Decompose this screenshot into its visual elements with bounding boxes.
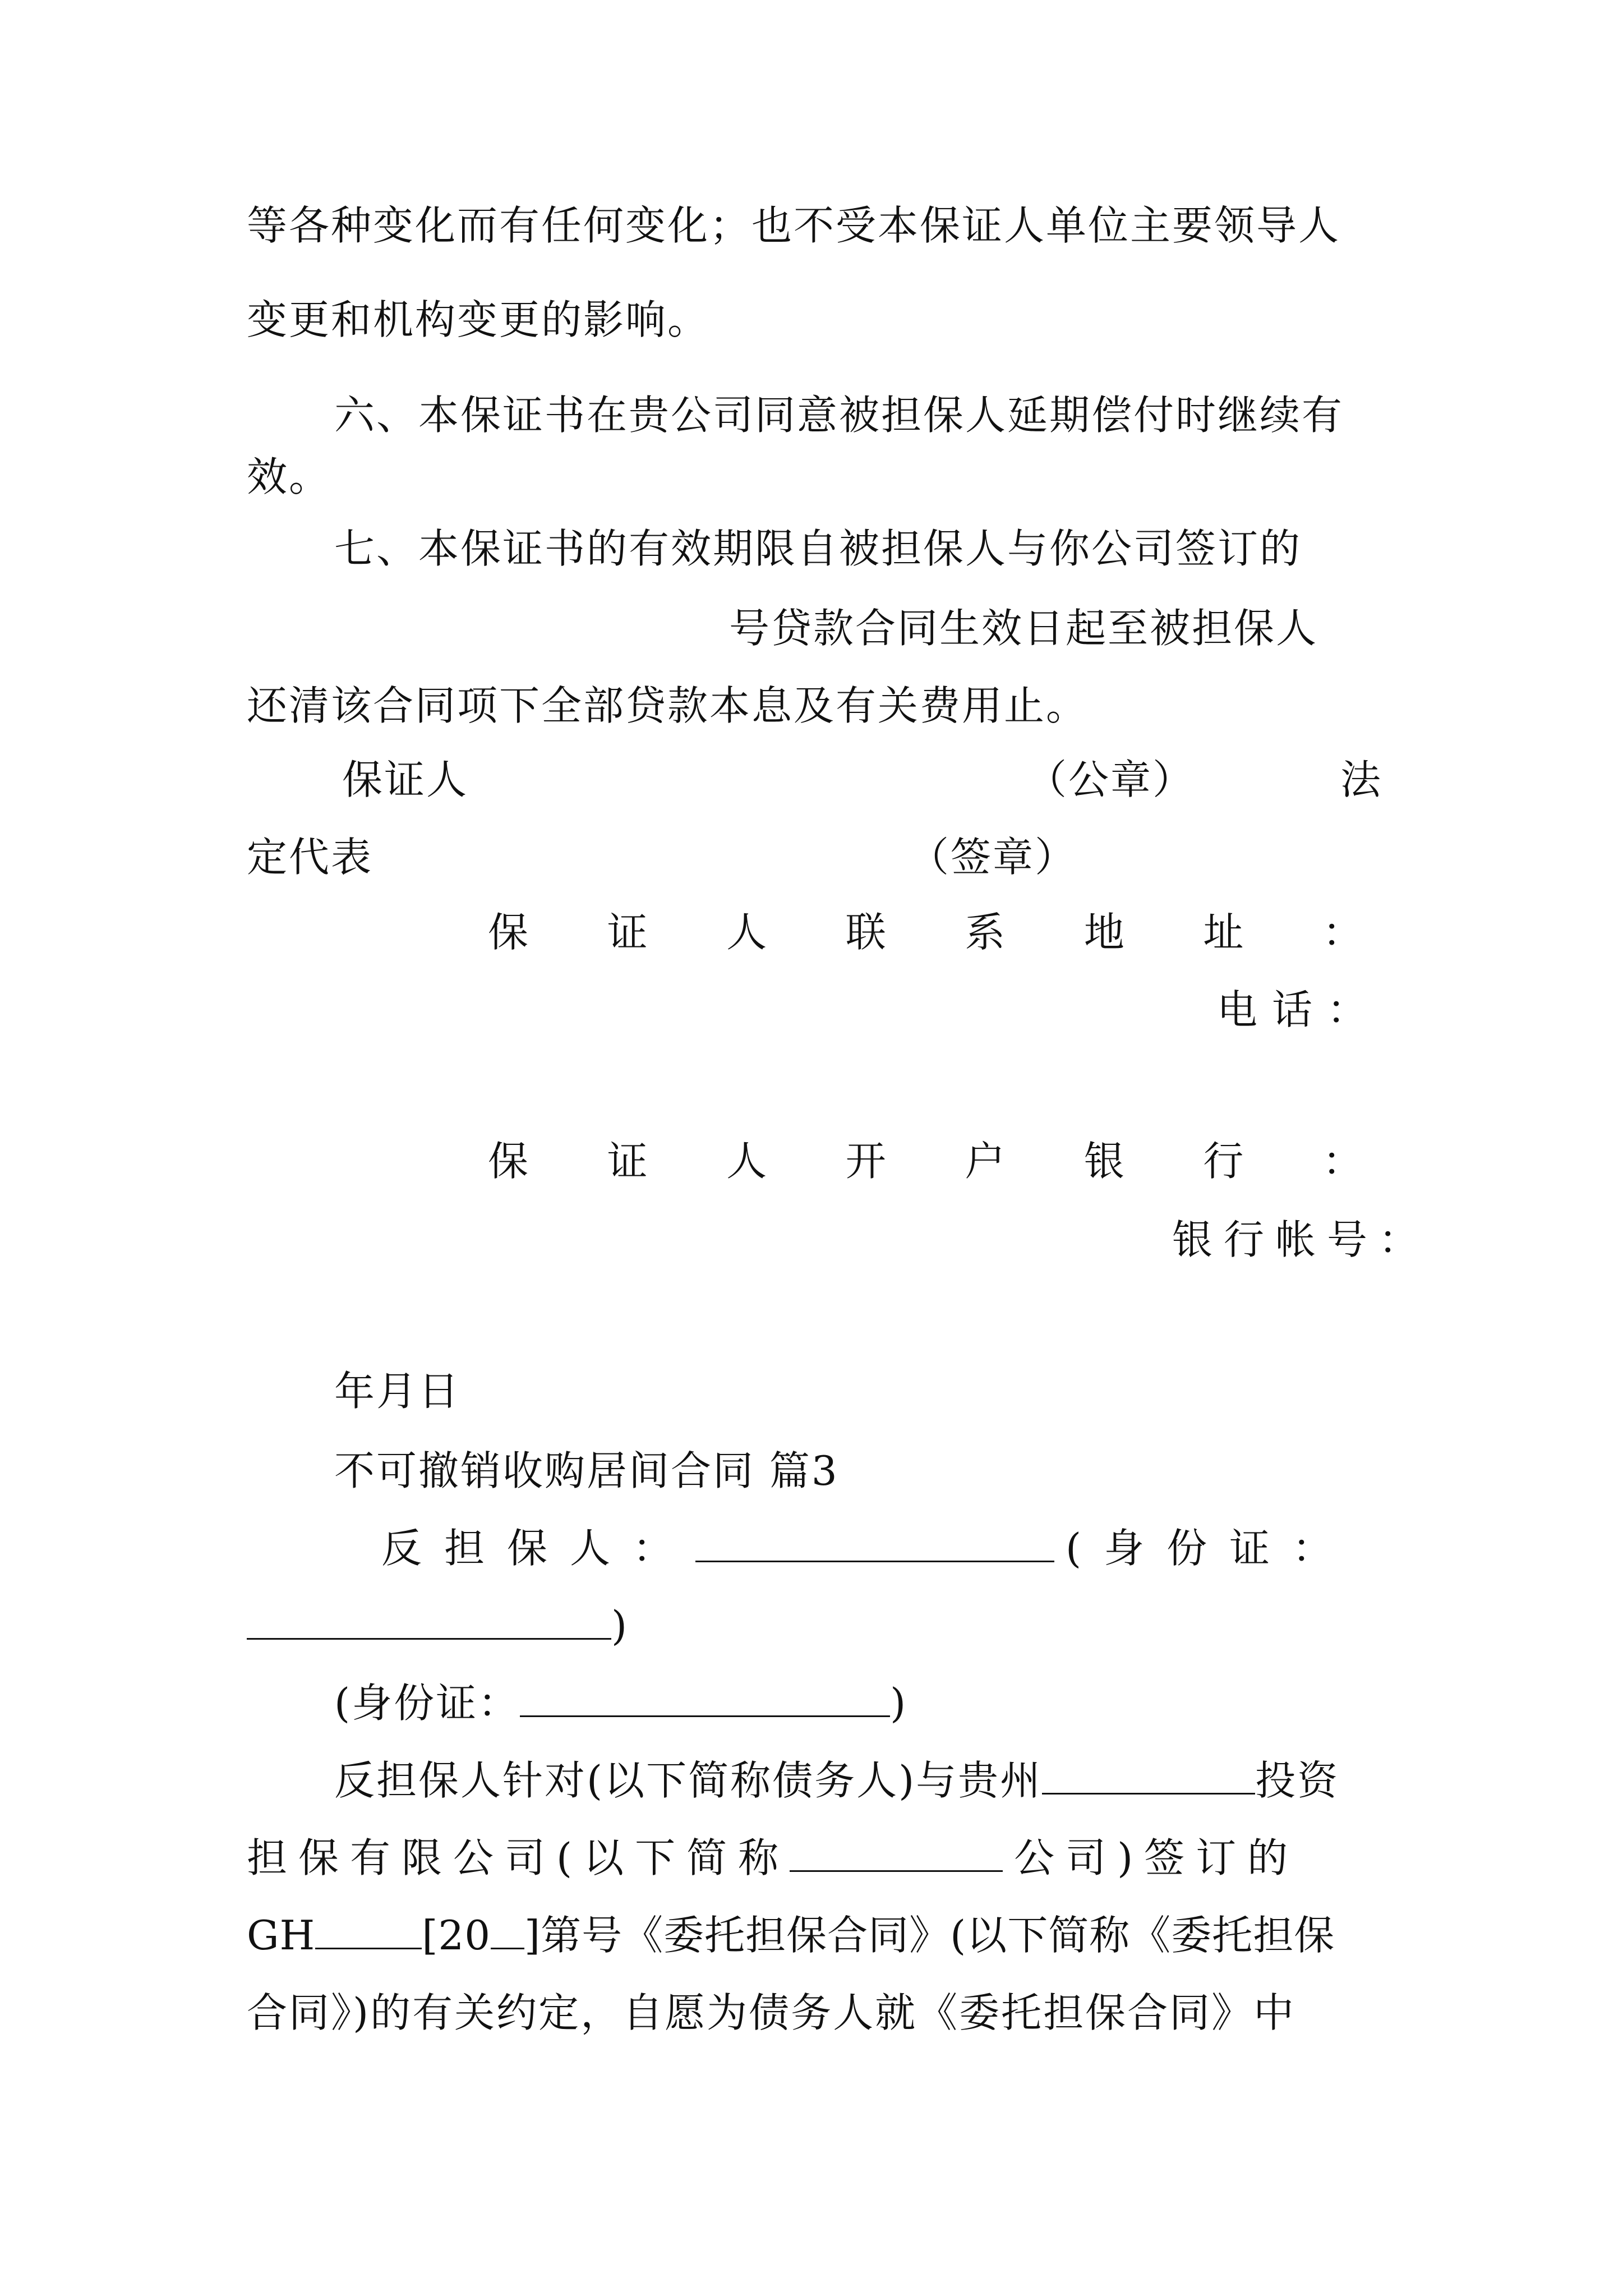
text-line: GH [20 ]第号《委托担保合同》(以下简称《委托担保: [247, 1912, 1335, 1959]
seal-label: （公章）: [1026, 756, 1195, 803]
text-line: 法: [1340, 756, 1383, 803]
text-line: 七、本保证书的有效期限自被担保人与你公司签订的: [334, 525, 1302, 572]
text-line: 合同》)的有关约定，自愿为债务人就《委托担保合同》中: [247, 1989, 1296, 2036]
blank-field: [695, 1526, 1054, 1562]
blank-field: [247, 1603, 611, 1640]
text-line: ): [247, 1598, 629, 1654]
legal-rep-label: 定代表: [247, 834, 374, 881]
blank-field: [520, 1681, 890, 1717]
date-line: 年月日: [334, 1368, 461, 1415]
text-line: 变更和机构变更的影响。: [247, 296, 710, 343]
text-line: 等各种变化而有任何变化；也不受本保证人单位主要领导人: [247, 202, 1341, 249]
phone-label: 电话：: [1217, 986, 1382, 1033]
text-line: 担保有限公司(以下简称 公司)签订的: [247, 1834, 1299, 1881]
section-title: 不可撤销收购居间合同 篇3: [334, 1447, 839, 1494]
blank-field: [790, 1835, 1003, 1872]
text-line: 反担保人针对(以下简称债务人)与贵州 投资: [334, 1757, 1340, 1804]
text-line: 还清该合同项下全部贷款本息及有关费用止。: [247, 682, 1089, 729]
contact-address-line: 保 证 人 联 系 地 址 ：: [488, 909, 1363, 956]
bank-line: 保 证 人 开 户 银 行 ：: [488, 1138, 1363, 1185]
blank-field: [491, 1913, 524, 1949]
counter-guarantor-label: 反担保人：: [381, 1525, 696, 1572]
blank-field: [1042, 1758, 1255, 1795]
id-label: (身份证：: [1066, 1525, 1355, 1572]
counter-guarantor-line: [381, 1520, 1355, 1576]
text-line: 号贷款合同生效日起至被担保人: [729, 605, 1318, 652]
text-line: 效。: [247, 453, 331, 500]
signature-label: （签章）: [909, 834, 1077, 881]
account-label: 银行帐号：: [1172, 1216, 1431, 1263]
text-line: 六、本保证书在贵公司同意被担保人延期偿付时继续有: [334, 392, 1344, 439]
text-line: (身份证： ): [334, 1680, 908, 1727]
guarantor-label: 保证人: [342, 756, 469, 803]
blank-field: [315, 1913, 422, 1949]
